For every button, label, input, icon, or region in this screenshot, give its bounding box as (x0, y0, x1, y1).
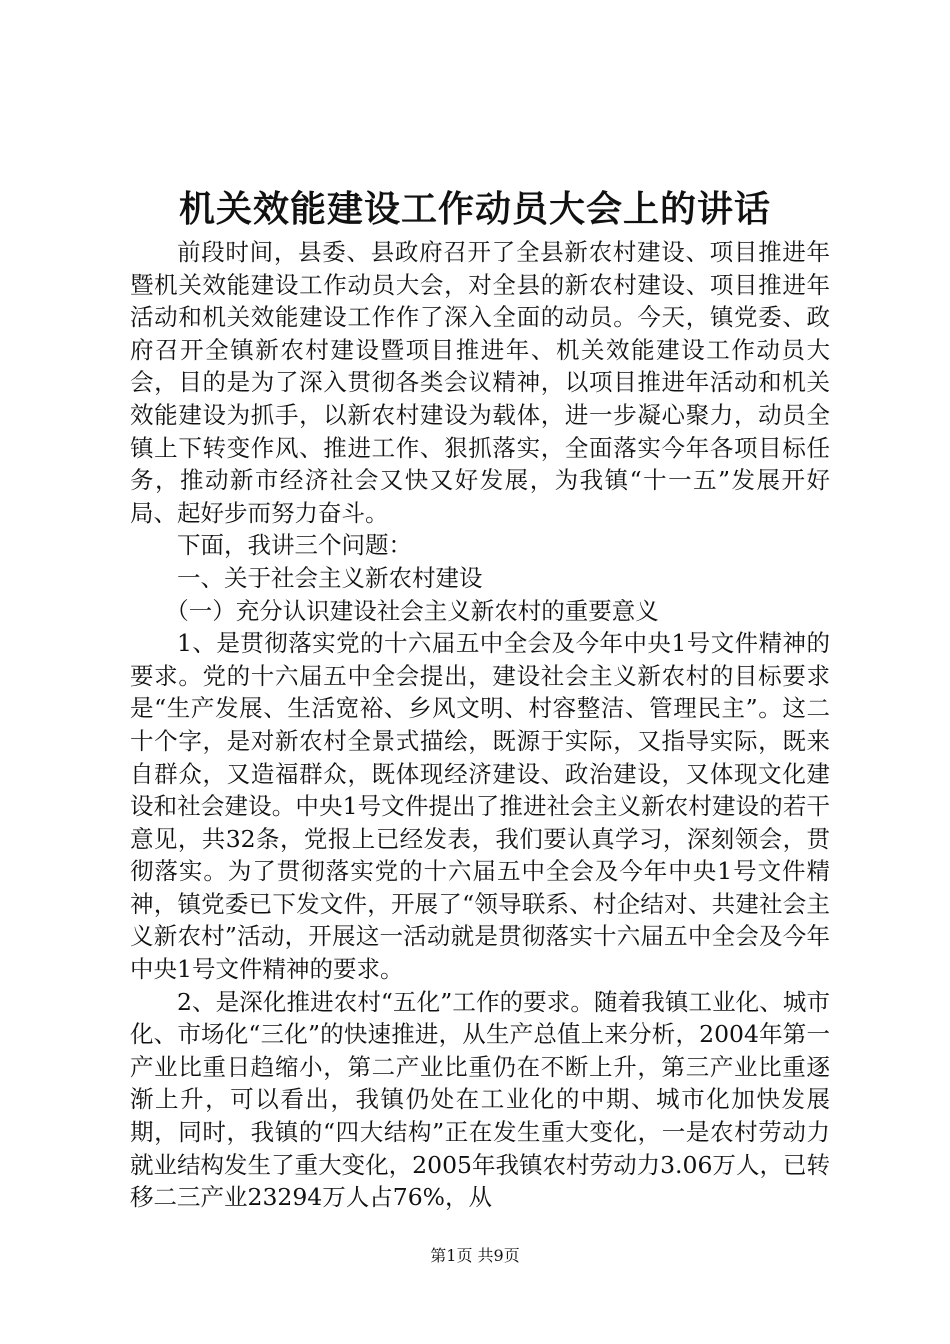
page-number-footer: 第1页 共9页 (430, 1246, 520, 1265)
paragraph-point-1: 1、是贯彻落实党的十六届五中全会及今年中央1号文件精神的要求。党的十六届五中全会提出，建设社会主义新农村的目标要求是“生产发展、生活宽裕、乡风文明、村容整洁、管理民主”。这二十个字，是对新农村全景式描绘，既源于实际，又指导实际，既来自群众，又造福群众，既体现经济建设、政治建设，又体现文化建设和社会建设。中央1号文件提出了推进社会主义新农村建设的若干意见，共32条，党报上已经发表，我们要认真学习，深刻领会，贯彻落实。为了贯彻落实党的十六届五中全会及今年中央1号文件精神，镇党委已下发文件，开展了“领导联系、村企结对、共建社会主义新农村”活动，开展这一活动就是贯彻落实十六届五中全会及今年中央1号文件精神的要求。 (130, 629, 830, 984)
section-heading-1: 一、关于社会主义新农村建设 (177, 563, 483, 592)
paragraph-outline: 下面，我讲三个问题： (177, 531, 412, 560)
document-title: 机关效能建设工作动员大会上的讲话 (178, 188, 771, 230)
document-body (130, 236, 830, 1214)
paragraph-intro: 前段时间，县委、县政府召开了全县新农村建设、项目推进年暨机关效能建设工作动员大会，对全县的新农村建设、项目推进年活动和机关效能建设工作作了深入全面的动员。今天，镇党委、政府召开全镇新农村建设暨项目推进年、机关效能建设工作动员大会，目的是为了深入贯彻各类会议精神，以项目推进年活动和机关效能建设为抓手，以新农村建设为载体，进一步凝心聚力，动员全镇上下转变作风、推进工作、狠抓落实，全面落实今年各项目标任务，推动新市经济社会又快又好发展，为我镇“十一五”发展开好局、起好步而努力奋斗。 (130, 238, 830, 527)
paragraph-point-2: 2、是深化推进农村“五化”工作的要求。随着我镇工业化、城市化、市场化“三化”的快速推进，从生产总值上来分析，2004年第一产业比重日趋缩小，第二产业比重仍在不断上升，第三产业比重逐渐上升，可以看出，我镇仍处在工业化的中期、城市化加快发展期，同时，我镇的“四大结构”正在发生重大变化，一是农村劳动力就业结构发生了重大变化，2005年我镇农村劳动力3.06万人，已转移二三产业23294万人占76%，从 (130, 987, 830, 1212)
subsection-heading-1: （一）充分认识建设社会主义新农村的重要意义 (165, 596, 659, 625)
